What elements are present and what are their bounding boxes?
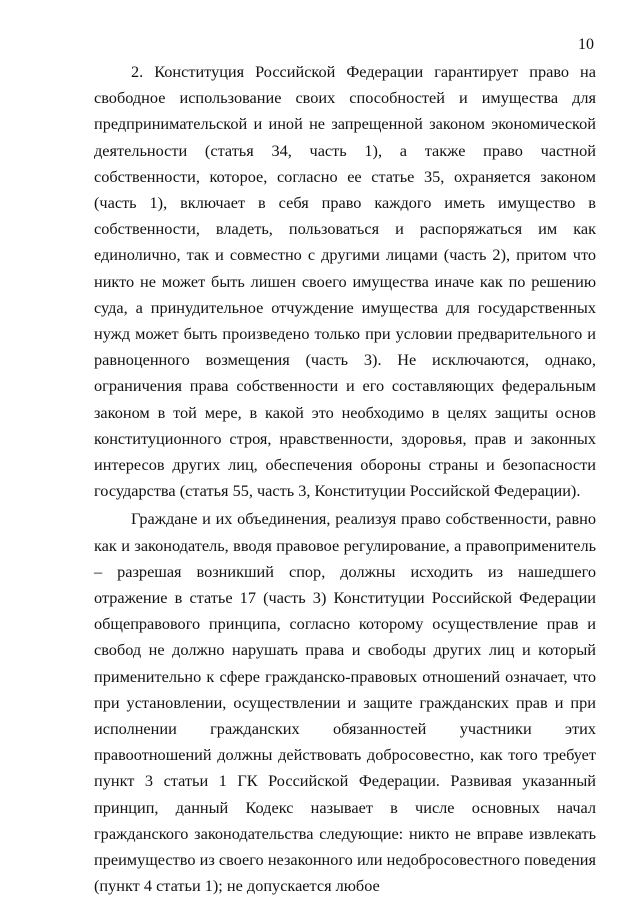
paragraph-1: 2. Конституция Российской Федерации гарантирует право на свободное использование своих способностей и имущества для предпринимательской и иной не запрещенной законом экономической деятельности (статья 34, часть 1), а также право частной собственности, которое, согласно ее статье 35, охраняется законом (часть 1), включает в себя право каждого иметь имущество в собственности, владеть, пользоваться и распоряжаться им как единолично, так и совместно с другими лицами (часть 2), притом что никто не может быть лишен своего имущества иначе как по решению суда, а принудительное отчуждение имущества для государственных нужд может быть произведено только при условии предварительного и равноценного возмещения (часть 3). Не исключаются, однако, ограничения права собственности и его составляющих федеральным законом в той мере, в какой это необходимо в целях защиты основ конституционного строя, нравственности, здоровья, прав и законных интересов других лиц, обеспечения обороны страны и безопасности государства (статья 55, часть 3, Конституции Российской Федерации). xyxy=(94,62,596,501)
body-text xyxy=(94,59,596,902)
page-number: 10 xyxy=(578,36,594,53)
paragraph-2: Граждане и их объединения, реализуя право собственности, равно как и законодатель, вводя правовое регулирование, а правоприменитель – разрешая возникший спор, должны исходить из нашедшего отражение в статье 17 (часть 3) Конституции Российской Федерации общеправового принципа, согласно которому осуществление прав и свобод не должно нарушать права и свободы других лиц и который применительно к сфере гражданско-правовых отношений означает, что при установлении, осуществлении и защите гражданских прав и при исполнении гражданских обязанностей участники этих правоотношений должны действовать добросовестно, как того требует пункт 3 статьи 1 ГК Российской Федерации. Развивая указанный принцип, данный Кодекс называет в числе основных начал гражданского законодательства следующие: никто не вправе извлекать преимущество из своего незаконного или недобросовестного поведения (пункт 4 статьи 1); не допускается любое xyxy=(94,509,596,896)
